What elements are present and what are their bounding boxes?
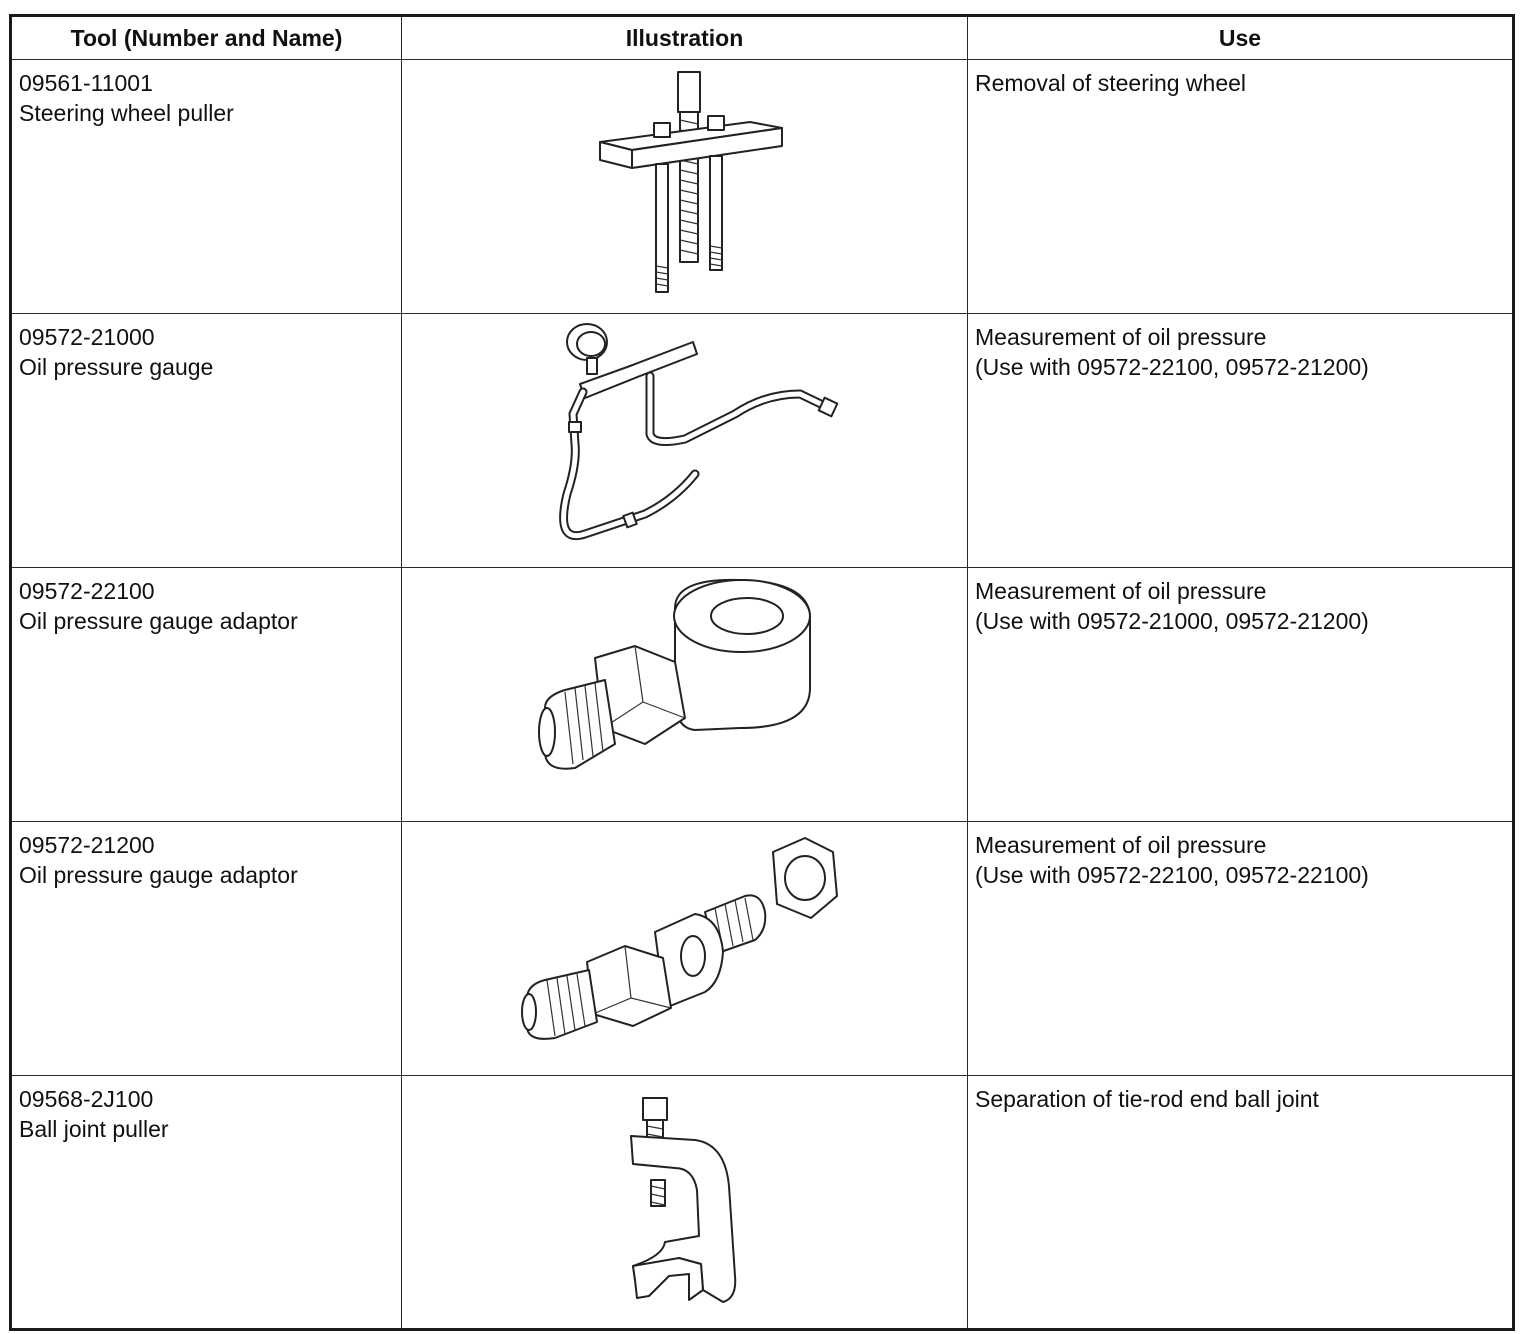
use-line: Separation of tie-rod end ball joint	[975, 1086, 1319, 1112]
tool-number: 09561-11001	[19, 70, 153, 96]
illustration-cell	[402, 314, 968, 568]
steering-wheel-puller-icon	[560, 60, 810, 300]
illustration-cell	[402, 1076, 968, 1330]
ball-joint-puller-icon	[605, 1076, 765, 1316]
tool-number: 09568-2J100	[19, 1086, 154, 1112]
header-use: Use	[968, 16, 1514, 60]
tool-name: Ball joint puller	[19, 1116, 169, 1142]
table-row	[11, 568, 1514, 822]
oil-pressure-gauge-icon	[525, 314, 845, 554]
header-illustration: Illustration	[402, 16, 968, 60]
illustration-cell	[402, 822, 968, 1076]
header-tool: Tool (Number and Name)	[11, 16, 402, 60]
table-row	[11, 1076, 1514, 1330]
use-cell	[968, 314, 1514, 568]
illustration-cell	[402, 568, 968, 822]
use-line: (Use with 09572-22100, 09572-21200)	[975, 354, 1369, 380]
tool-name: Oil pressure gauge adaptor	[19, 862, 298, 888]
tool-name: Steering wheel puller	[19, 100, 234, 126]
tool-number: 09572-22100	[19, 578, 155, 604]
illustration-cell	[402, 60, 968, 314]
tool-cell	[11, 822, 402, 1076]
table-row	[11, 822, 1514, 1076]
use-line: Measurement of oil pressure	[975, 324, 1267, 350]
use-line: Measurement of oil pressure	[975, 578, 1267, 604]
banjo-bolt-adaptor-icon	[515, 822, 855, 1062]
tool-number: 09572-21000	[19, 324, 155, 350]
use-cell	[968, 1076, 1514, 1330]
tool-cell	[11, 314, 402, 568]
tool-number: 09572-21200	[19, 832, 155, 858]
tool-name: Oil pressure gauge adaptor	[19, 608, 298, 634]
tool-cell	[11, 60, 402, 314]
use-cell	[968, 60, 1514, 314]
use-line: Measurement of oil pressure	[975, 832, 1267, 858]
tool-cell	[11, 1076, 402, 1330]
table-row	[11, 314, 1514, 568]
use-cell	[968, 568, 1514, 822]
header-row	[11, 16, 1514, 60]
use-line: (Use with 09572-21000, 09572-21200)	[975, 608, 1369, 634]
table-row	[11, 60, 1514, 314]
banjo-adaptor-icon	[525, 568, 845, 808]
special-tools-table	[9, 14, 1515, 1331]
use-cell	[968, 822, 1514, 1076]
use-line: Removal of steering wheel	[975, 70, 1247, 96]
use-line: (Use with 09572-22100, 09572-22100)	[975, 862, 1369, 888]
tool-name: Oil pressure gauge	[19, 354, 214, 380]
tool-cell	[11, 568, 402, 822]
